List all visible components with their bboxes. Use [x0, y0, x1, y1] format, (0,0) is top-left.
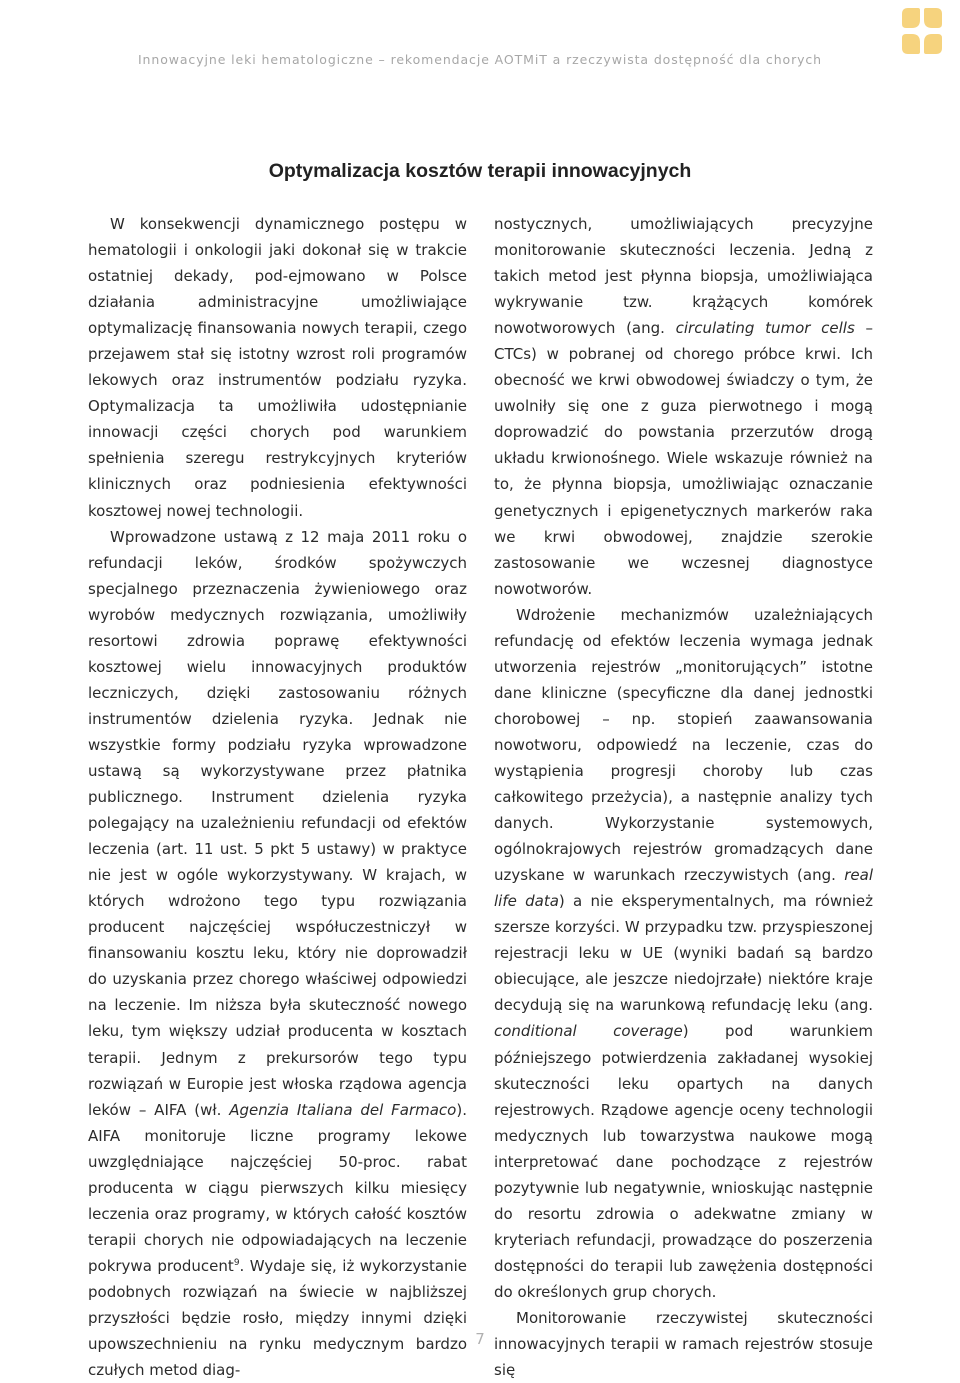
paragraph: Monitorowanie rzeczywistej skuteczności innowacyjnych terapii w ramach rejestrów stosuje się	[494, 1308, 873, 1380]
text-run: ) a nie eksperymentalnych, ma również szersze korzyści. W przypadku tzw. przyspieszonej rejestracji leku w UE (wyniki badań są bardzo obiecujące, ale jeszcze niedojrzałe) niektóre kraje decydują się na warunkową refundację leku (ang.	[494, 892, 873, 1015]
text-run: ). AIFA monitoruje liczne programy lekowe uwzględniające najczęściej 50-proc. rabat producenta w ciągu pierwszych kilku miesięcy leczenia oraz programy, w których całość kosztów terapii chorych nie odpowiadających na leczenie pokrywa producent	[88, 1100, 467, 1275]
page-number: 7	[475, 1330, 485, 1348]
text-run: . Wydaje się, iż wykorzystanie podobnych rozwiązań na świecie w najbliższej przyszłości będzie rosło, między innymi dzięki upowszechnieniu na rynku medycznym bardzo czułych metod diag-	[88, 1256, 467, 1380]
flower-logo-icon	[898, 6, 946, 58]
text-run: Wdrożenie mechanizmów uzależniających refundację od efektów leczenia wymaga jednak utworzenia rejestrów „monitorujących” istotne dane kliniczne (specyficzne dla danej jednostki chorobowej – np. stopień zaawansowania nowotworu, odpowiedź na leczenie, czas do wystąpienia progresji choroby lub czas całkowitego przeżycia), a następnie analizy tych danych. Wykorzystanie systemowych, ogólnokrajowych rejestrów gromadzących dane uzyskane w warunkach rzeczywistych (ang.	[494, 605, 873, 885]
italic-term: real life data	[494, 866, 873, 911]
paragraph	[494, 602, 873, 1305]
left-column	[88, 211, 467, 1383]
text-run: ) pod warunkiem późniejszego potwierdzenia zakładanej wysokiej skuteczności leku opartych na danych rejestrowych. Rządowe agencje oceny technologii medycznych lub towarzystwa naukowe mogą interpretować dane pochodzące z rejestrów pozytywnie lub negatywnie, wnioskując następnie do resortu zdrowia o adekwatne zmiany w kryteriach refundacji, prowadzące do poszerzenia dostępności do terapii lub zawężenia dostępności do określonych grup chorych.	[494, 1022, 873, 1301]
italic-term: circulating tumor cells	[675, 319, 855, 338]
text-run: nostycznych, umożliwiających precyzyjne monitorowanie skuteczności leczenia. Jedną z takich metod jest płynna biopsja, umożliwiająca wykrywanie tzw. krążących komórek nowotworowych (ang.	[494, 215, 873, 338]
italic-term: conditional coverage	[494, 1022, 683, 1041]
section-title: Optymalizacja kosztów terapii innowacyjnych	[268, 160, 692, 182]
running-header: Innowacyjne leki hematologiczne – rekomendacje AOTMiT a rzeczywista dostępność dla chorych	[137, 52, 823, 67]
paragraph	[494, 211, 873, 602]
paragraph	[88, 524, 467, 1383]
footnote-marker: 9	[233, 1257, 240, 1268]
italic-term: Agenzia Italiana del Farmaco	[229, 1100, 457, 1119]
right-column	[494, 211, 873, 1383]
paragraph: W konsekwencji dynamicznego postępu w hematologii i onkologii jaki dokonał się w trakcie ostatniej dekady, pod-ejmowano w Polsce działania administracyjne umożliwiające optymalizację finansowania nowych terapii, czego przejawem stał się istotny wzrost roli programów lekowych oraz instrumentów podziału ryzyka. Optymalizacja ta umożliwiła udostępnianie innowacji części chorych pod warunkiem spełnienia szeregu restrykcyjnych kryteriów klinicznych oraz podniesienia efektywności kosztowej nowej technologii.	[88, 215, 467, 520]
text-run: Wprowadzone ustawą z 12 maja 2011 roku o refundacji leków, środków spożywczych specjalnego przeznaczenia żywieniowego oraz wyrobów medycznych rozwiązania, umożliwiły resortowi zdrowia poprawę efektywności kosztowej wielu innowacyjnych produktów leczniczych, dzięki zastosowaniu różnych instrumentów dzielenia ryzyka. Jednak nie wszystkie formy podziału ryzyka wprowadzone ustawą są wykorzystywane przez płatnika publicznego. Instrument dzielenia ryzyka polegający na uzależnieniu refundacji od efektów leczenia (art. 11 ust. 5 pkt 5 ustawy) w praktyce nie jest w ogóle wykorzystywany. W krajach, w których wdrożono tego typu rozwiązania producent najczęściej współuczestniczył w finansowaniu kosztu leku, który nie doprowadził do uzyskania przez chorego właściwej odpowiedzi na leczenie. Im niższa była skuteczność nowego leku, tym większy udział producenta w kosztach terapii. Jednym z prekursorów tego typu rozwiązań w Europie jest włoska rządowa agencja leków – AIFA (wł.	[88, 527, 467, 1119]
text-run: – CTCs) w pobranej od chorego próbce krwi. Ich obecność we krwi obwodowej świadczy o tym, że uwolniły się one z guza pierwotnego i mogą doprowadzić do powstania przerzutów drogą układu krwionośnego. Wiele wskazuje również na to, że płynna biopsja, umożliwiając oznaczanie genetycznych i epigenetycznych markerów raka we krwi obwodowej, znajdzie szerokie zastosowanie we wczesnej diagnostyce nowotworów.	[494, 319, 873, 598]
